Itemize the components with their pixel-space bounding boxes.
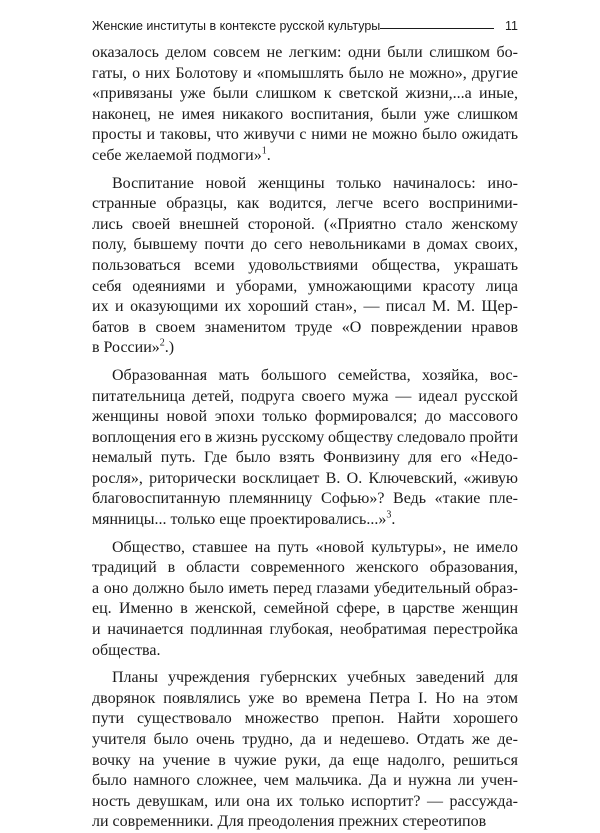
text-line: немалый путь. Где было взять Фонвизину для его «Недо- [92, 449, 518, 467]
text-line: батов в своем знаменитом труде «О повреждении нравов [92, 318, 518, 336]
running-head-title: Женские институты в контексте русской культуры [92, 19, 381, 33]
text-line [92, 338, 518, 359]
text-line: просты и таковы, что живучи с ними не можно было ожидать [92, 126, 518, 144]
paragraph [92, 538, 518, 662]
text-line: лись своей внешней стороной. («Приятно стало женскому [92, 215, 518, 233]
text-line: себя одеяниями и уборами, умножающими красоту лица [92, 277, 518, 295]
text-line: Планы учреждения губернских учебных заведений для [112, 669, 518, 687]
text-line: дворянок появлялись уже во времена Петра I. Но на этом [92, 689, 518, 707]
text-line: и начинается подлинная глубокая, необратимая перестройка [92, 621, 518, 639]
text-line: ность девушкам, или она их только испортит? — рассужда- [92, 792, 518, 810]
footnote-marker: 1 [261, 145, 267, 157]
text-line: гаты, о них Болотову и «помышлять было не можно», другие [92, 64, 518, 82]
text-line: вочку на учение в чужие руки, да еще надолго, решиться [92, 751, 518, 769]
text-line: Образованная мать большого семейства, хозяйка, вос- [112, 366, 518, 384]
body-text [92, 43, 518, 833]
text-line: пути существовало множество препон. Найти хорошего [92, 710, 518, 728]
text-line: воплощения его в жизнь русскому обществу следовало пройти [92, 428, 518, 446]
text-line: благовоспитанную племянницу Софью»? Ведь «такие пле- [92, 490, 518, 508]
footnote-marker: 3 [386, 509, 392, 521]
text-line: оказалось делом совсем не легким: одни были слишком бо- [92, 44, 518, 61]
text-line: женщины новой эпохи только формировался; до массового [92, 408, 518, 426]
paragraph [92, 668, 518, 833]
text-line: питательница детей, подруга своего мужа — идеал русской [92, 387, 518, 405]
line-text: общества. [92, 641, 161, 659]
text-line [92, 146, 518, 167]
footnote-marker: 2 [159, 337, 165, 349]
text-line: а оно должно было иметь перед глазами убедительный образ- [92, 579, 518, 597]
paragraph [92, 366, 518, 531]
paragraph [92, 43, 518, 167]
text-line: странные образцы, как водится, легче всего восприними- [92, 195, 518, 213]
text-line [92, 510, 518, 531]
text-line: Общество, ставшее на путь «новой культуры», не имело [112, 538, 518, 556]
paragraph [92, 174, 518, 359]
text-line [92, 641, 518, 662]
text-line: росля», риторически восклицает В. О. Ключевский, «живую [92, 469, 518, 487]
text-line: Воспитание новой женщины только начиналось: ино- [112, 174, 518, 192]
text-line: полу, бывшему почти до сего невольниками в домах своих, [92, 236, 518, 254]
text-line: ли современники. Для преодоления прежних стереотипов [92, 813, 487, 831]
text-line: пользоваться всеми удовольствиями общества, украшать [92, 256, 518, 274]
text-line: «привязаны уже были слишком к светской жизни,...а иные, [92, 85, 518, 103]
text-line: наконец, не имея никакого воспитания, были уже слишком [92, 105, 518, 123]
line-punctuation: . [266, 146, 271, 164]
line-text: мянницы... только еще проектировались...» [92, 511, 387, 529]
page-number: 11 [505, 19, 518, 33]
running-head-rule [380, 28, 494, 29]
line-text: в России» [92, 339, 160, 357]
line-text: себе желаемой подмоги» [92, 146, 262, 164]
line-punctuation: . [391, 511, 396, 529]
text-line: ец. Именно в женской, семейной сфере, в царстве женщин [92, 600, 518, 618]
line-punctuation: .) [164, 339, 175, 357]
text-line: их и оказующими их хороший стан», — писал М. М. Щер- [92, 298, 518, 316]
text-line: учителя было очень трудно, да и недешево. Отдать же де- [92, 731, 518, 748]
text-line: было намного сложнее, чем мальчика. Да и нужна ли учен- [92, 772, 518, 790]
text-line: традиций в области современного женского образования, [92, 559, 518, 577]
